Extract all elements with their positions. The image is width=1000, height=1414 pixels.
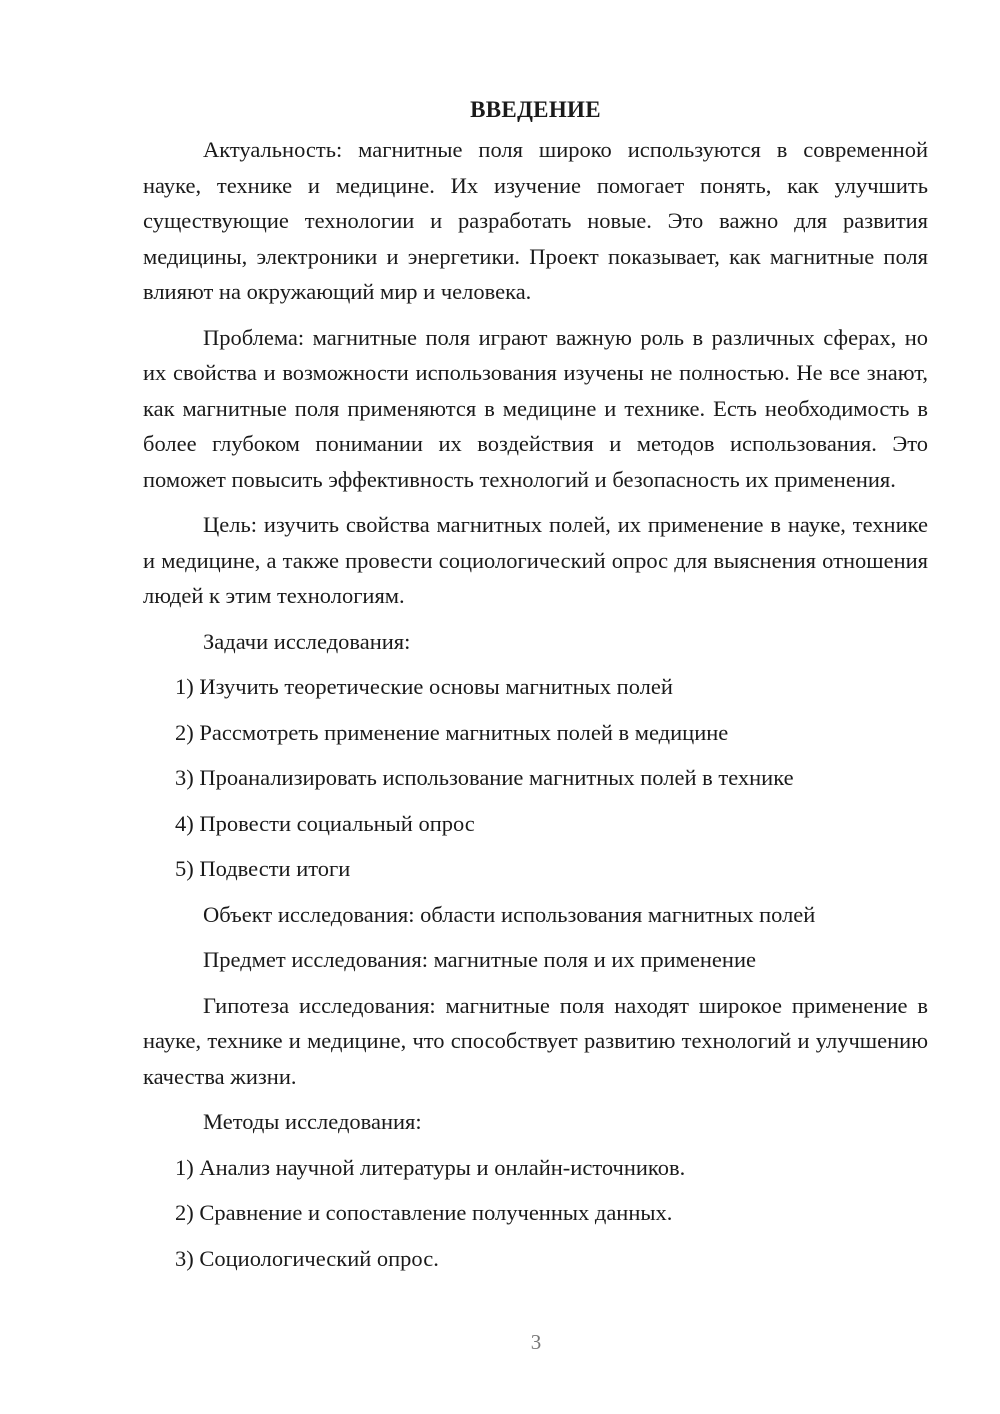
goal-paragraph: Цель: изучить свойства магнитных полей, их применение в науке, технике и медицине, а также провести социологический опрос для выяснения отношения людей к этим технологиям. [143,512,928,608]
document-page [143,92,928,1286]
relevance-paragraph: Актуальность: магнитные поля широко используются в современной науке, технике и медицине. Их изучение помогает понять, как улучшить существующие технологии и разработать новые. Это важно для развития медицины, электроники и энергетики. Проект показывает, как магнитные поля влияют на окружающий мир и человека. [143,137,928,304]
method-item: 2) Сравнение и сопоставление полученных данных. [175,1200,673,1225]
task-item: 4) Провести социальный опрос [175,810,475,836]
method-item: 1) Анализ научной литературы и онлайн-источников. [175,1154,686,1180]
methods-list [143,1150,928,1277]
method-item: 3) Социологический опрос. [175,1245,439,1271]
tasks-list [143,669,928,887]
tasks-heading: Задачи исследования: [203,628,411,654]
hypothesis-paragraph: Гипотеза исследования: магнитные поля находят широкое применение в науке, технике и медицине, что способствует развитию технологий и улучшению качества жизни. [143,992,928,1089]
page-number: 3 [530,1330,542,1354]
task-item: 3) Проанализировать использование магнитных полей в технике [175,765,794,790]
problem-paragraph: Проблема: магнитные поля играют важную роль в различных сферах, но их свойства и возможности использования изучены не полностью. Не все знают, как магнитные поля применяются в медицине и технике. Есть необходимость в более глубоком понимании их воздействия и методов использования. Это поможет повысить эффективность технологий и безопасность их применения. [143,324,928,492]
task-item: 2) Рассмотреть применение магнитных полей в медицине [175,719,729,745]
research-subject: Предмет исследования: магнитные поля и их применение [203,947,756,972]
methods-heading: Методы исследования: [203,1109,422,1134]
research-object: Объект исследования: области использования магнитных полей [203,901,816,927]
task-item: 5) Подвести итоги [175,856,351,881]
task-item: 1) Изучить теоретические основы магнитных полей [175,674,673,699]
page-title: ВВЕДЕНИЕ [470,97,601,122]
